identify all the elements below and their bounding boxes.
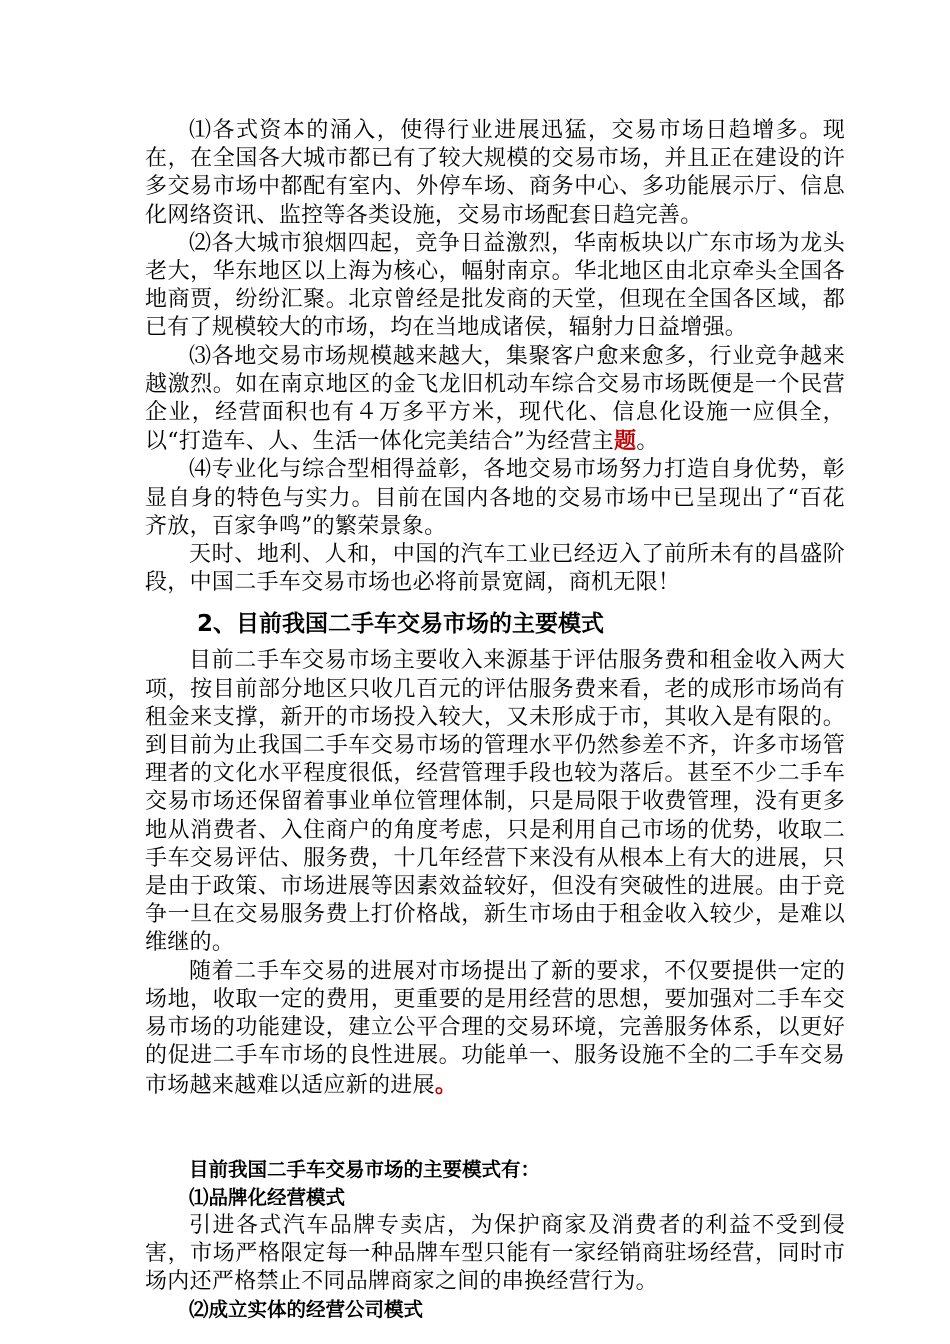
modes-title: 目前我国二手车交易市场的主要模式有： bbox=[189, 1157, 541, 1181]
paragraph-market-scale-text: ⑶各地交易市场规模越来越大，集聚客户愈来愈多，行业竞争越来越激烈。如在南京地区的金飞龙旧机动车综合交易市场既便是一个民营企业，经营面积也有４万多平方米，现代化、信息化设施一应俱全，以“打造车、人、生活一体化完美结合”为经营主 bbox=[145, 343, 845, 455]
paragraph-outlook: 天时、地利、人和，中国的汽车工业已经迈入了前所未有的昌盛阶段，中国二手车交易市场也必将前景宽阔，商机无限！ bbox=[145, 542, 845, 596]
mode1-text: 引进各式汽车品牌专卖店，为保护商家及消费者的利益不受到侵害，市场严格限定每一种品牌车型只能有一家经销商驻场经营，同时市场内还严格禁止不同品牌商家之间的串换经营行为。 bbox=[145, 1212, 845, 1295]
paragraph-specialization: ⑷专业化与综合型相得益彰，各地交易市场努力打造自身优势，彰显自身的特色与实力。目前在国内各地的交易市场中已呈现出了“百花齐放，百家争鸣”的繁荣景象。 bbox=[145, 457, 845, 539]
paragraph-market-scale-end: 。 bbox=[636, 429, 659, 455]
paragraph-new-requirements-text: 随着二手车交易的进展对市场提出了新的要求，不仅要提供一定的场地，收取一定的费用，更重要的是用经营的思想，要加强对二手车交易市场的功能建设，建立公平合理的交易环境，完善服务体系，以更好的促进二手车市场的良性进展。功能单一、服务设施不全的二手车交易市场越来越难以适应新的进展 bbox=[145, 958, 845, 1098]
paragraph-new-requirements bbox=[145, 958, 845, 1100]
paragraph-capital-inflow: ⑴各式资本的涌入，使得行业进展迅猛，交易市场日趋增多。现在，在全国各大城市都已有了较大规模的交易市场，并且正在建设的许多交易市场中都配有室内、外停车场、商务中心、多功能展示厅、信息化网络资讯、监控等各类设施，交易市场配套日趋完善。 bbox=[145, 118, 845, 228]
paragraph-market-scale bbox=[145, 343, 845, 457]
section-heading: 2、目前我国二手车交易市场的主要模式 bbox=[197, 611, 605, 638]
paragraph-city-competition: ⑵各大城市狼烟四起，竞争日益激烈，华南板块以广东市场为龙头老大，华东地区以上海为核心，幅射南京。华北地区由北京牵头全国各地商贾，纷纷汇聚。北京曾经是批发商的天堂，但现在全国各区域，都已有了规模较大的市场，均在当地成诸侯，辐射力日益增强。 bbox=[145, 230, 845, 341]
document-page bbox=[145, 117, 845, 1324]
highlighted-period: 。 bbox=[434, 1071, 458, 1098]
blank-space bbox=[145, 1100, 845, 1156]
paragraph-revenue-sources: 目前二手车交易市场主要收入来源基于评估服务费和租金收入两大项，按目前部分地区只收几百元的评估服务费来看，老的成形市场尚有租金来支撑，新开的市场投入较大，又未形成于市，其收入是有限的。到目前为止我国二手车交易市场的管理水平仍然参差不齐，许多市场管理者的文化水平程度很低，经营管理手段也较为落后。甚至不少二手车交易市场还保留着事业单位管理体制，只是局限于收费管理，没有更多地从消费者、入住商户的角度考虑，只是利用自己市场的优势，收取二手车交易评估、服务费，十几年经营下来没有从根本上有大的进展，只是由于政策、市场进展等因素效益较好，但没有突破性的进展。由于竞争一旦在交易服务费上打价格战，新生市场由于租金收入较少，是难以维继的。 bbox=[145, 648, 845, 956]
highlighted-char: 题 bbox=[614, 428, 637, 455]
mode1-title: ⑴品牌化经营模式 bbox=[189, 1185, 346, 1209]
mode2-title: ⑵成立实体的经营公司模式 bbox=[189, 1298, 424, 1322]
